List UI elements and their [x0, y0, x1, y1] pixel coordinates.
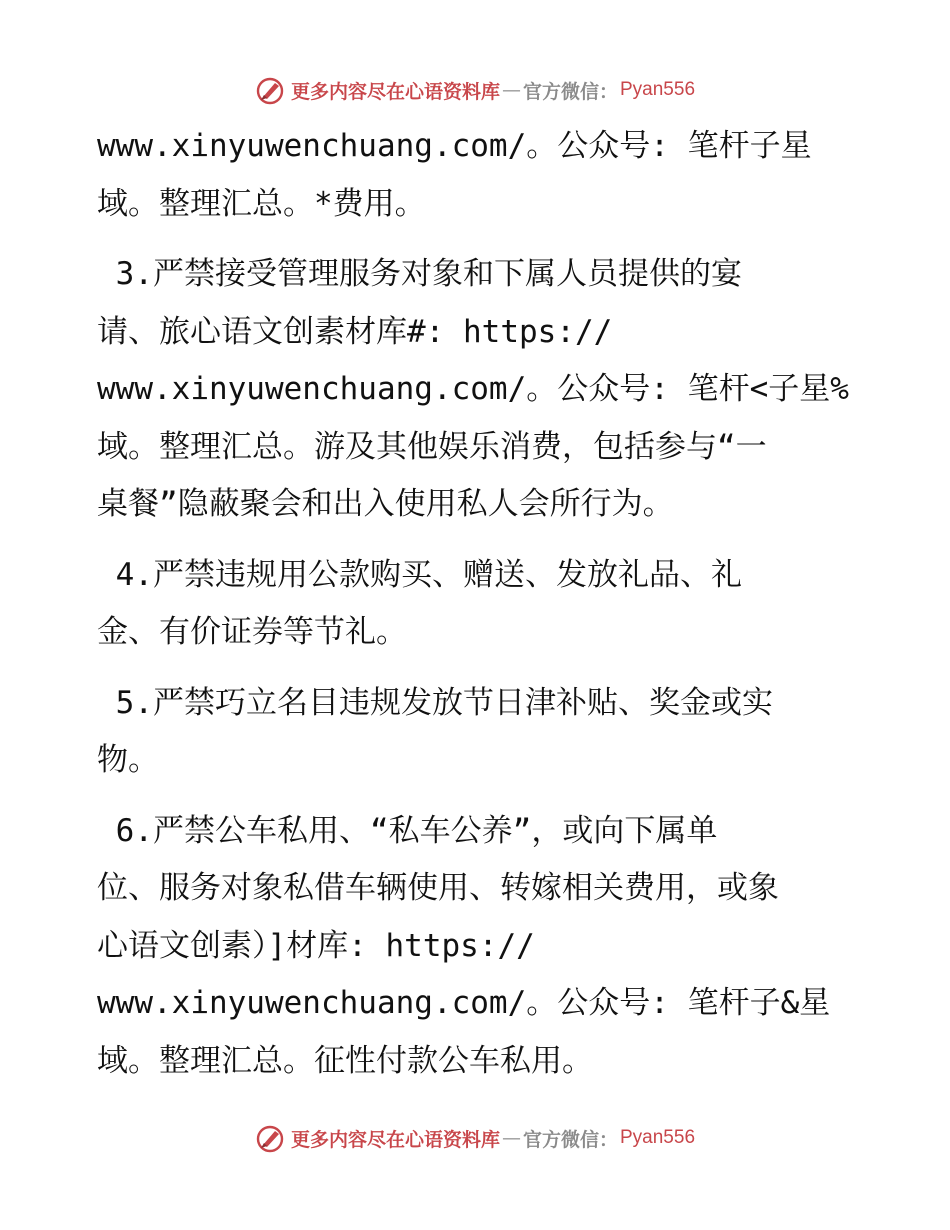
text-line: 6.严禁公车私用、“私车公养”，或向下属单 [97, 812, 718, 849]
text-line: 桌餐”隐蔽聚会和出入使用私人会所行为。 [97, 486, 674, 522]
paragraph-3 [97, 547, 857, 662]
banner-main-text: 更多内容尽在心语资料库 [290, 1128, 500, 1151]
text-line: 请、旅心语文创素材库#: https:// [97, 313, 613, 350]
banner-official-label: 官方微信： [522, 1128, 618, 1151]
text-line: 域。整理汇总。游及其他娱乐消费，包括参与“一 [97, 428, 767, 465]
pen-nib-logo-icon [255, 1123, 285, 1153]
text-line: 5.严禁巧立名目违规发放节日津补贴、奖金或实 [97, 684, 773, 721]
document-body [97, 118, 857, 1090]
banner-official-label: 官方微信： [522, 80, 618, 103]
text-line: 4.严禁违规用公款购买、赠送、发放礼品、礼 [97, 556, 742, 593]
paragraph-5 [97, 803, 857, 1091]
text-line: 3.严禁接受管理服务对象和下属人员提供的宴 [97, 256, 742, 292]
paragraph-1 [97, 118, 857, 233]
text-line: www.xinyuwenchuang.com/。公众号: 笔杆子星 [97, 128, 812, 164]
paragraph-2 [97, 246, 857, 534]
text-line: 域。整理汇总。*费用。 [97, 185, 426, 222]
text-line: www.xinyuwenchuang.com/。公众号: 笔杆子&星 [97, 985, 831, 1021]
text-line: 金、有价证券等节礼。 [97, 614, 407, 650]
banner-separator: — [501, 1127, 521, 1149]
banner-wechat-id: Pyan556 [620, 79, 696, 100]
text-line: 心语文创素）]材库: https:// [97, 927, 535, 964]
text-line: 域。整理汇总。征性付款公车私用。 [97, 1042, 593, 1079]
footer-watermark-banner [0, 1118, 950, 1158]
text-line: www.xinyuwenchuang.com/。公众号: 笔杆<子星% [97, 371, 849, 407]
pen-nib-logo-icon [255, 75, 285, 105]
header-watermark-banner [0, 70, 950, 110]
banner-main-text: 更多内容尽在心语资料库 [290, 80, 500, 103]
banner-separator: — [501, 79, 521, 101]
text-line: 物。 [97, 742, 159, 778]
text-line: 位、服务对象私借车辆使用、转嫁相关费用，或象 [97, 870, 779, 906]
paragraph-4 [97, 675, 857, 790]
banner-wechat-id: Pyan556 [620, 1127, 696, 1148]
